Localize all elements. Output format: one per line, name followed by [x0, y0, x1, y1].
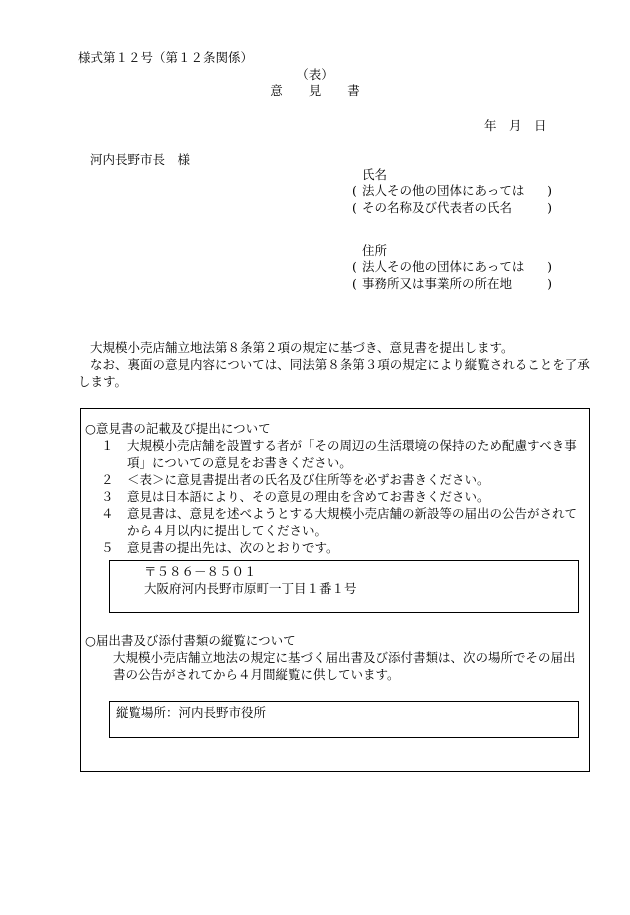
form-number: 様式第１２号（第１２条関係）: [78, 50, 254, 65]
name-note-line-1: ( 法人その他の団体にあっては ): [352, 183, 552, 200]
item-text: 大規模小売店舗を設置する者が「その周辺の生活環境の保持のため配慮すべき事項」についての意見をお書きください。: [127, 438, 577, 470]
submission-address-box: [109, 560, 579, 613]
addressee: 河内長野市長 様: [90, 152, 191, 167]
item-number: ５: [101, 540, 114, 555]
item-text: 意見書は、意見を述べようとする大規模小売店舗の新設等の届出の公告がされてから４月以内に提出してください。: [127, 506, 578, 538]
statement: [78, 340, 598, 391]
list-item: [101, 540, 581, 557]
section1-heading: ○意見書の記載及び提出について: [85, 421, 271, 436]
name-label: 氏名: [362, 167, 388, 182]
item-text: 意見書の提出先は、次のとおりです。: [127, 540, 339, 555]
list-item: [101, 438, 581, 472]
statement-line-1: 大規模小売店舗立地法第８条第２項の規定に基づき、意見書を提出します。: [90, 340, 514, 355]
instructions-box: [80, 408, 590, 772]
address-note-line-1: ( 法人その他の団体にあっては ): [352, 259, 552, 276]
list-item: [101, 489, 581, 506]
item-text: 意見は日本語により、その意見の理由を含めてお書きください。: [127, 489, 490, 504]
viewing-place: 縦覧場所：河内長野市役所: [116, 705, 267, 720]
item-text: ＜表＞に意見書提出者の氏名及び住所等を必ずお書きください。: [127, 472, 490, 487]
address-label: 住所: [362, 243, 388, 258]
item-number: ２: [101, 472, 114, 487]
submission-address: 大阪府河内長野市原町一丁目１番１号: [144, 581, 357, 596]
section2-text: 大規模小売店舗立地法の規定に基づく届出書及び添付書類は、次の場所でその届出書の公告がされてから４月間縦覧に供しています。: [113, 650, 576, 682]
statement-line-2: なお、裏面の意見内容については、同法第８条第３項の規定により縦覧されることを了承します。: [78, 356, 590, 389]
list-item: [101, 506, 581, 540]
name-note-line-2: ( その名称及び代表者の氏名 ): [352, 200, 552, 217]
section2-heading: ○届出書及び添付書類の縦覧について: [85, 633, 296, 648]
address-note: [352, 259, 552, 293]
item-number: １: [101, 438, 114, 453]
postal-code: 〒５８６－８５０１: [144, 564, 257, 579]
address-note-line-2: ( 事務所又は事業所の所在地 ): [352, 276, 552, 293]
date-field[interactable]: 年 月 日: [484, 118, 547, 133]
viewing-place-box: [109, 701, 579, 738]
list-item: [101, 472, 581, 489]
item-number: ４: [101, 506, 114, 521]
name-note: [352, 183, 552, 217]
side-label: （表）: [296, 67, 334, 82]
item-number: ３: [101, 489, 114, 504]
page-title: 意見書: [270, 83, 386, 98]
